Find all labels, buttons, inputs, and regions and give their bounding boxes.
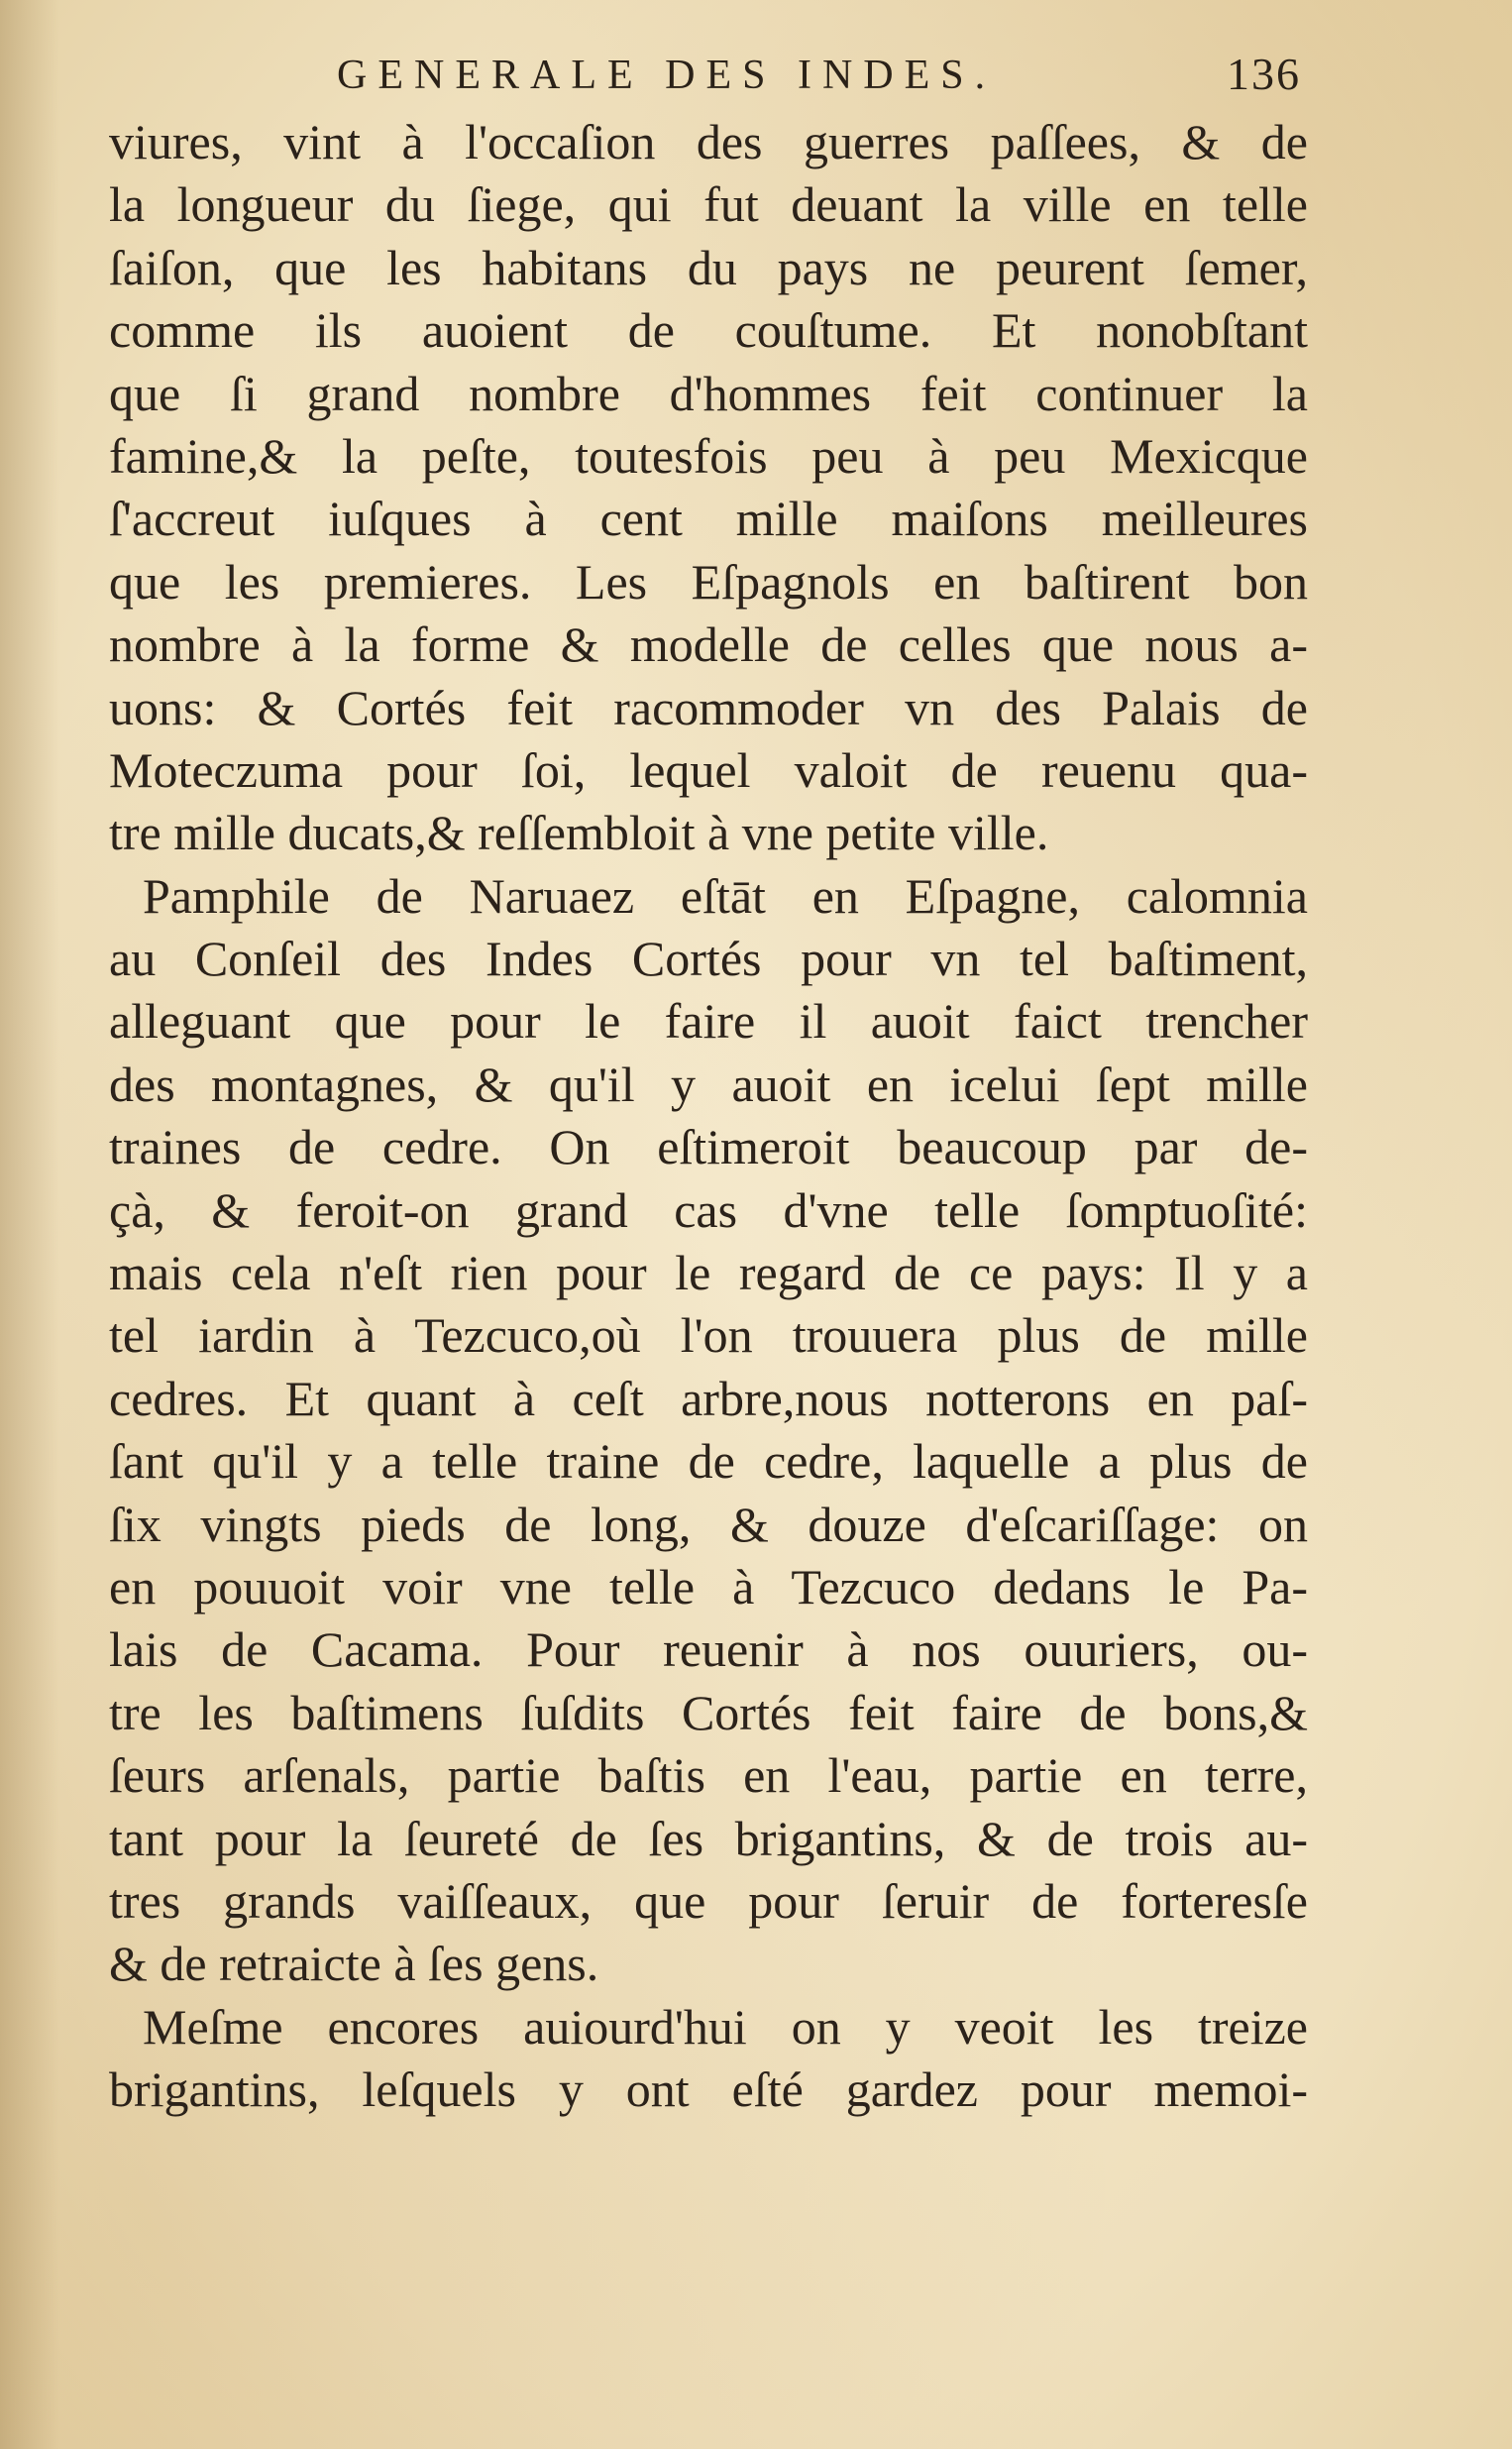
text-line: la longueur du ſiege, qui fut deuant la ville en telle xyxy=(109,176,1308,233)
page-number: 136 xyxy=(1227,49,1301,99)
text-line: Moteczuma pour ſoi, lequel valoit de reuenu qua- xyxy=(109,741,1308,798)
text-line: tres grands vaiſſeaux, que pour ſeruir de forteresſe xyxy=(109,1872,1308,1929)
text-line: viures, vint à l'occaſion des guerres paſſees, & de xyxy=(109,114,1308,169)
text-line: tel iardin à Tezcuco,où l'on trouuera plus de mille xyxy=(109,1307,1308,1364)
text-line: famine,& la peſte, toutesfois peu à peu Mexicque xyxy=(109,427,1308,484)
text-line: uons: & Cortés feit racommoder vn des Palais de xyxy=(109,679,1308,735)
text-line: Pamphile de Naruaez eſtāt en Eſpagne, calomnia xyxy=(143,867,1308,924)
text-line: au Conſeil des Indes Cortés pour vn tel baſtiment, xyxy=(109,931,1308,987)
text-line: cedres. Et quant à ceſt arbre,nous notterons en paſ- xyxy=(109,1370,1308,1426)
text-line: tre les baſtimens ſuſdits Cortés feit faire de bons,& xyxy=(109,1684,1308,1740)
text-line: des montagnes, & qu'il y auoit en icelui ſept mille xyxy=(109,1056,1308,1112)
text-line: & de retraicte à ſes gens. xyxy=(109,1936,599,1992)
text-line: ſix vingts pieds de long, & douze d'eſcariſſage: on xyxy=(109,1496,1308,1552)
text-line: brigantins, leſquels y ont eſté gardez pour memoi- xyxy=(109,2061,1308,2118)
text-line: en pouuoit voir vne telle à Tezcuco dedans le Pa- xyxy=(109,1558,1308,1614)
text-line: traines de cedre. On eſtimeroit beaucoup par de- xyxy=(109,1119,1308,1175)
text-line: Meſme encores auiourd'hui on y veoit les treize xyxy=(143,1998,1308,2055)
text-line: mais cela n'eſt rien pour le regard de ce pays: Il y a xyxy=(109,1245,1308,1301)
text-line: çà, & feroit-on grand cas d'vne telle ſomptuoſité: xyxy=(109,1181,1308,1238)
text-line: alleguant que pour le faire il auoit faict trencher xyxy=(109,993,1308,1050)
text-line: que ſi grand nombre d'hommes feit continuer la xyxy=(109,365,1308,421)
text-line: que les premieres. Les Eſpagnols en baſtirent bon xyxy=(109,553,1308,610)
text-line: lais de Cacama. Pour reuenir à nos ouuriers, ou- xyxy=(109,1621,1308,1678)
text-line: ſ'accreut iuſques à cent mille maiſons meilleures xyxy=(109,491,1308,547)
binding-shadow xyxy=(0,0,59,2449)
text-line: ſeurs arſenals, partie baſtis en l'eau, partie en terre, xyxy=(109,1747,1308,1804)
text-line: tre mille ducats,& reſſembloit à vne petite ville. xyxy=(109,805,1049,861)
text-line: ſaiſon, que les habitans du pays ne peurent ſemer, xyxy=(109,239,1308,295)
text-line: ſant qu'il y a telle traine de cedre, laquelle a plus de xyxy=(109,1433,1308,1490)
text-line: tant pour la ſeureté de ſes brigantins, & de trois au- xyxy=(109,1810,1308,1866)
running-head: GENERALE DES INDES. xyxy=(337,53,997,98)
text-line: comme ils auoient de couſtume. Et nonobſtant xyxy=(109,302,1308,359)
text-line: nombre à la forme & modelle de celles que nous a- xyxy=(109,616,1308,673)
body-text xyxy=(109,111,1308,2122)
